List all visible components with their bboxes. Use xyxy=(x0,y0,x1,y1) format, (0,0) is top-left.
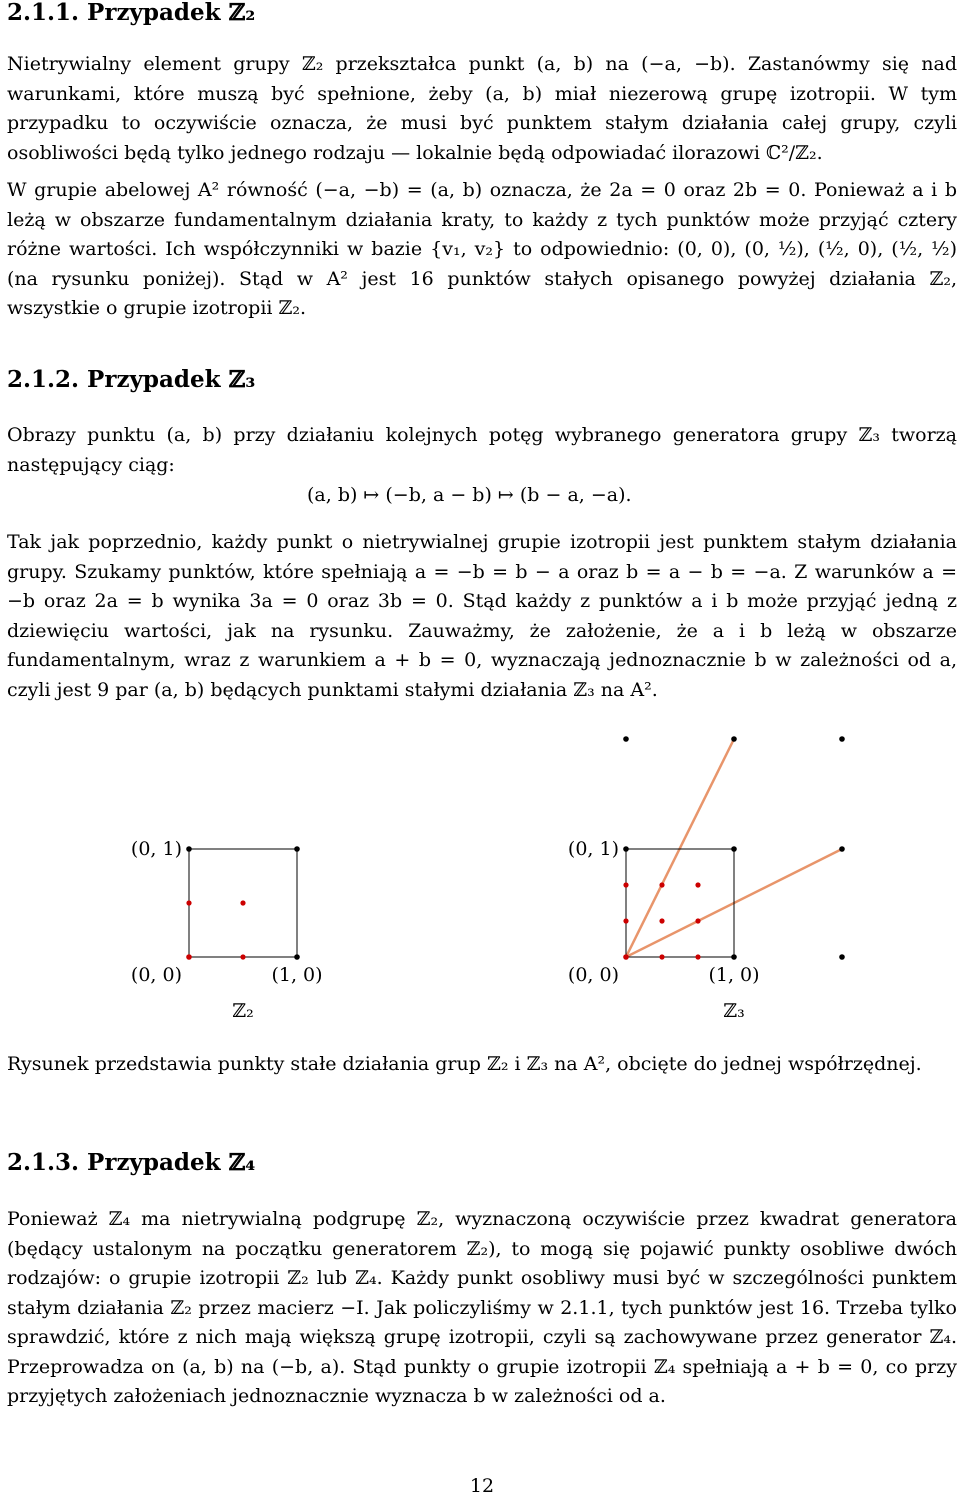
z3-label-top: (0, 1) xyxy=(567,838,619,860)
z3-diagram xyxy=(568,736,845,1022)
z2-diagram xyxy=(131,838,323,1022)
paragraph-z3-fixed-points: Tak jak poprzednio, każdy punkt o nietrywialnej grupie izotropii jest punktem stałym działania grupy. Szukamy punktów, które spełniają a = −b = b − a oraz b = a − b = −a. Z warunków a = −b oraz 2a = b wynika 3a = 0 oraz 3b = 0. Stąd każdy z punktów a i b może przyjąć jedną z dziewięciu wartości, jak na rysunku. Zauważmy, że założenie, że a i b leżą w obszarze fundamentalnym, wraz z warunkiem a + b = 0, wyznaczają jednoznacznie b w zależności od a, czyli jest 9 par (a, b) będących punktami stałymi działania ℤ₃ na A². xyxy=(7,531,957,701)
paragraph xyxy=(7,421,957,480)
z3-fixed-point xyxy=(695,882,700,887)
paragraph-z2-fixed-points: W grupie abelowej A² równość (−a, −b) = (a, b) oznacza, że 2a = 0 oraz 2b = 0. Ponieważ a i b leżą w obszarze fundamentalnym działania kraty, to każdy z tych punktów może przyjąć cztery różne wartości. Ich współczynniki w bazie {v₁, v₂} to odpowiednio: (0, 0), (0, ½), (½, 0), (½, ½) (na rysunku poniżej). Stąd w A² jest 16 punktów stałych opisanego powyżej działania ℤ₂, wszystkie o grupie izotropii ℤ₂. xyxy=(7,179,957,319)
z3-fixed-point xyxy=(623,918,628,923)
z3-lattice-point xyxy=(839,846,845,852)
z2-fixed-point xyxy=(240,954,245,959)
z2-caption: ℤ₂ xyxy=(232,1000,254,1022)
z3-orange-line xyxy=(626,739,734,957)
paragraph-z3-intro: Obrazy punktu (a, b) przy działaniu kolejnych potęg wybranego generatora grupy ℤ₃ tworzą następujący ciąg: xyxy=(7,424,957,476)
z2-fixed-point xyxy=(186,900,191,905)
z2-fixed-point xyxy=(186,954,192,960)
paragraph-z2-intro: Nietrywialny element grupy ℤ₂ przekształca punkt (a, b) na (−a, −b). Zastanówmy się nad warunkami, które muszą być spełnione, żeby (a, b) miał niezerową grupę izotropii. W tym przypadku to oczywiście oznacza, że musi być punktem stałym działania całej grupy, czyli osobliwości będą tylko jednego rodzaju — lokalnie będą odpowiadać ilorazowi ℂ²/ℤ₂. xyxy=(7,53,957,164)
z2-label-origin: (0, 0) xyxy=(130,964,182,986)
paragraph xyxy=(7,1205,957,1412)
z2-fixed-point xyxy=(240,900,245,905)
page-number: 12 xyxy=(469,1475,495,1497)
paragraph xyxy=(7,1050,957,1080)
z3-fixed-point xyxy=(695,954,700,959)
paragraph xyxy=(7,176,957,324)
z3-lattice-point xyxy=(731,954,737,960)
paragraph-z4: Ponieważ ℤ₄ ma nietrywialną podgrupę ℤ₂, wyznaczoną oczywiście przez kwadrat generatora (będący ustalonym na początku generatorem ℤ₂), to mogą się pojawić punkty osobliwe dwóch rodzajów: o grupie izotropii ℤ₂ lub ℤ₄. Każdy punkt osobliwy musi być w szczególności punktem stałym działania ℤ₂ przez macierz −I. Jak policzyliśmy w 2.1.1, tych punktów jest 16. Trzeba tylko sprawdzić, które z nich mają większą grupę izotropii, czyli są zachowywane przez generator ℤ₄. Przeprowadza on (a, b) na (−b, a). Stąd punkty o grupie izotropii ℤ₄ spełniają a + b = 0, co przy przyjętych założeniach jednoznacznie wyznacza b w zależności od a. xyxy=(7,1208,957,1407)
z3-label-origin: (0, 0) xyxy=(567,964,619,986)
z3-lattice-point xyxy=(623,736,629,742)
z3-fixed-point xyxy=(695,918,700,923)
z3-caption: ℤ₃ xyxy=(723,1000,745,1022)
z3-lattice-point xyxy=(623,846,629,852)
z3-fixed-point xyxy=(623,954,629,960)
paragraph xyxy=(7,50,957,168)
z2-corner-point xyxy=(186,846,192,852)
paragraph xyxy=(7,528,957,705)
figure-svg xyxy=(7,725,957,1035)
z3-lattice-point xyxy=(731,846,737,852)
z2-corner-point xyxy=(294,846,300,852)
z3-fixed-point xyxy=(659,918,664,923)
fixed-points-figure xyxy=(7,725,957,1035)
section-heading-z2: 2.1.1. Przypadek ℤ₂ xyxy=(7,0,256,26)
z3-lattice-point xyxy=(731,736,737,742)
section-heading-z3: 2.1.2. Przypadek ℤ₃ xyxy=(7,366,256,393)
z2-label-top: (0, 1) xyxy=(130,838,182,860)
display-equation: (a, b) ↦ (−b, a − b) ↦ (b − a, −a). xyxy=(307,484,632,506)
z3-lattice-point xyxy=(839,954,845,960)
z3-fundamental-square xyxy=(626,849,734,957)
z3-lattice-point xyxy=(839,736,845,742)
z3-fixed-point xyxy=(659,954,664,959)
z2-corner-point xyxy=(294,954,300,960)
z3-fixed-point xyxy=(623,882,628,887)
z3-fixed-point xyxy=(659,882,664,887)
figure-caption: Rysunek przedstawia punkty stałe działania grup ℤ₂ i ℤ₃ na A², obcięte do jednej współrzędnej. xyxy=(7,1053,922,1075)
z2-label-right: (1, 0) xyxy=(271,964,323,986)
section-heading-z4: 2.1.3. Przypadek ℤ₄ xyxy=(7,1149,256,1176)
z3-label-right: (1, 0) xyxy=(708,964,760,986)
